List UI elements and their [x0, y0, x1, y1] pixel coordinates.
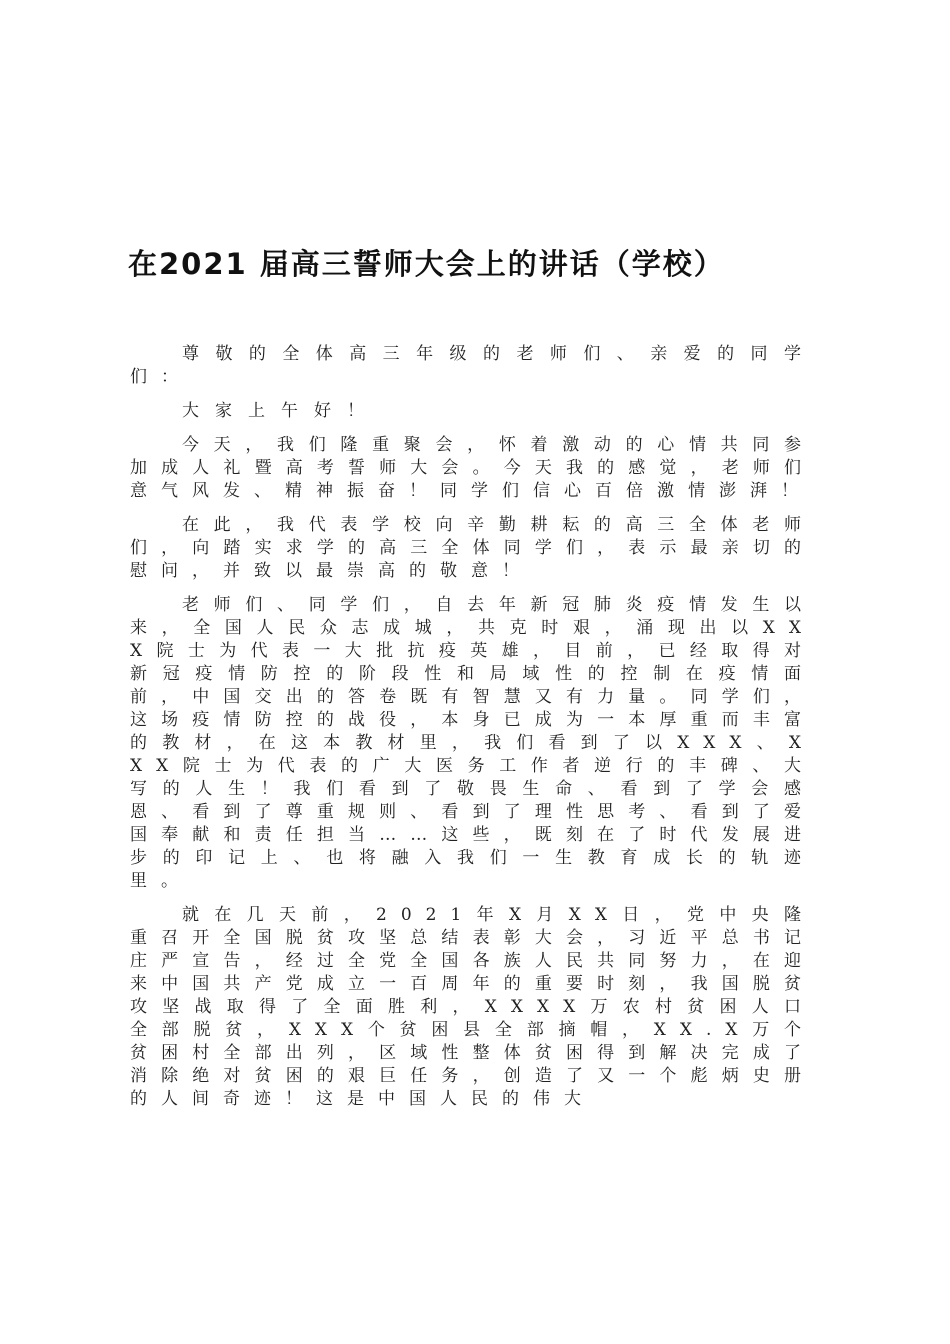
- document-title: 在2021 届高三誓师大会上的讲话（学校）: [128, 247, 725, 281]
- document-body: [130, 343, 815, 1122]
- paragraph-poverty: 就在几天前，2021年X月XX日，党中央隆重召开全国脱贫攻坚总结表彰大会，习近平总书记庄严宣告，经过全党全国各族人民共同努力，在迎来中国共产党成立一百周年的重要时刻，我国脱贫攻坚战取得了全面胜利，XXXX万农村贫困人口全部脱贫，XXX个贫困县全部摘帽，XX.X万个贫困村全部出列，区域性整体贫困得到解决完成了消除绝对贫困的艰巨任务，创造了又一个彪炳史册的人间奇迹！这是中国人民的伟大: [130, 905, 815, 1109]
- paragraph-greeting: 大家上午好！: [182, 401, 380, 421]
- paragraph-salutation: 尊敬的全体高三年级的老师们、亲爱的同学们：: [130, 344, 815, 387]
- paragraph-pandemic: 老师们、同学们，自去年新冠肺炎疫情发生以来，全国人民众志成城，共克时艰，涌现出以XXX院士为代表一大批抗疫英雄，目前，已经取得对新冠疫情防控的阶段性和局域性的控制在疫情面前，中国交出的答卷既有智慧又有力量。同学们，这场疫情防控的战役，本身已成为一本厚重而丰富的教材，在这本教材里，我们看到了以XXX、XXX院士为代表的广大医务工作者逆行的丰碑、大写的人生！我们看到了敬畏生命、看到了学会感恩、看到了尊重规则、看到了理性思考、看到了爱国奉献和责任担当……这些，既刻在了时代发展进步的印记上、也将融入我们一生教育成长的轨迹里。: [130, 595, 815, 891]
- paragraph-opening: 今天，我们隆重聚会，怀着激动的心情共同参加成人礼暨高考誓师大会。今天我的感觉，老师们意气风发、精神振奋！同学们信心百倍激情澎湃！: [130, 435, 815, 501]
- paragraph-gratitude: 在此，我代表学校向辛勤耕耘的高三全体老师们，向踏实求学的高三全体同学们，表示最亲切的慰问，并致以最崇高的敬意！: [130, 515, 815, 581]
